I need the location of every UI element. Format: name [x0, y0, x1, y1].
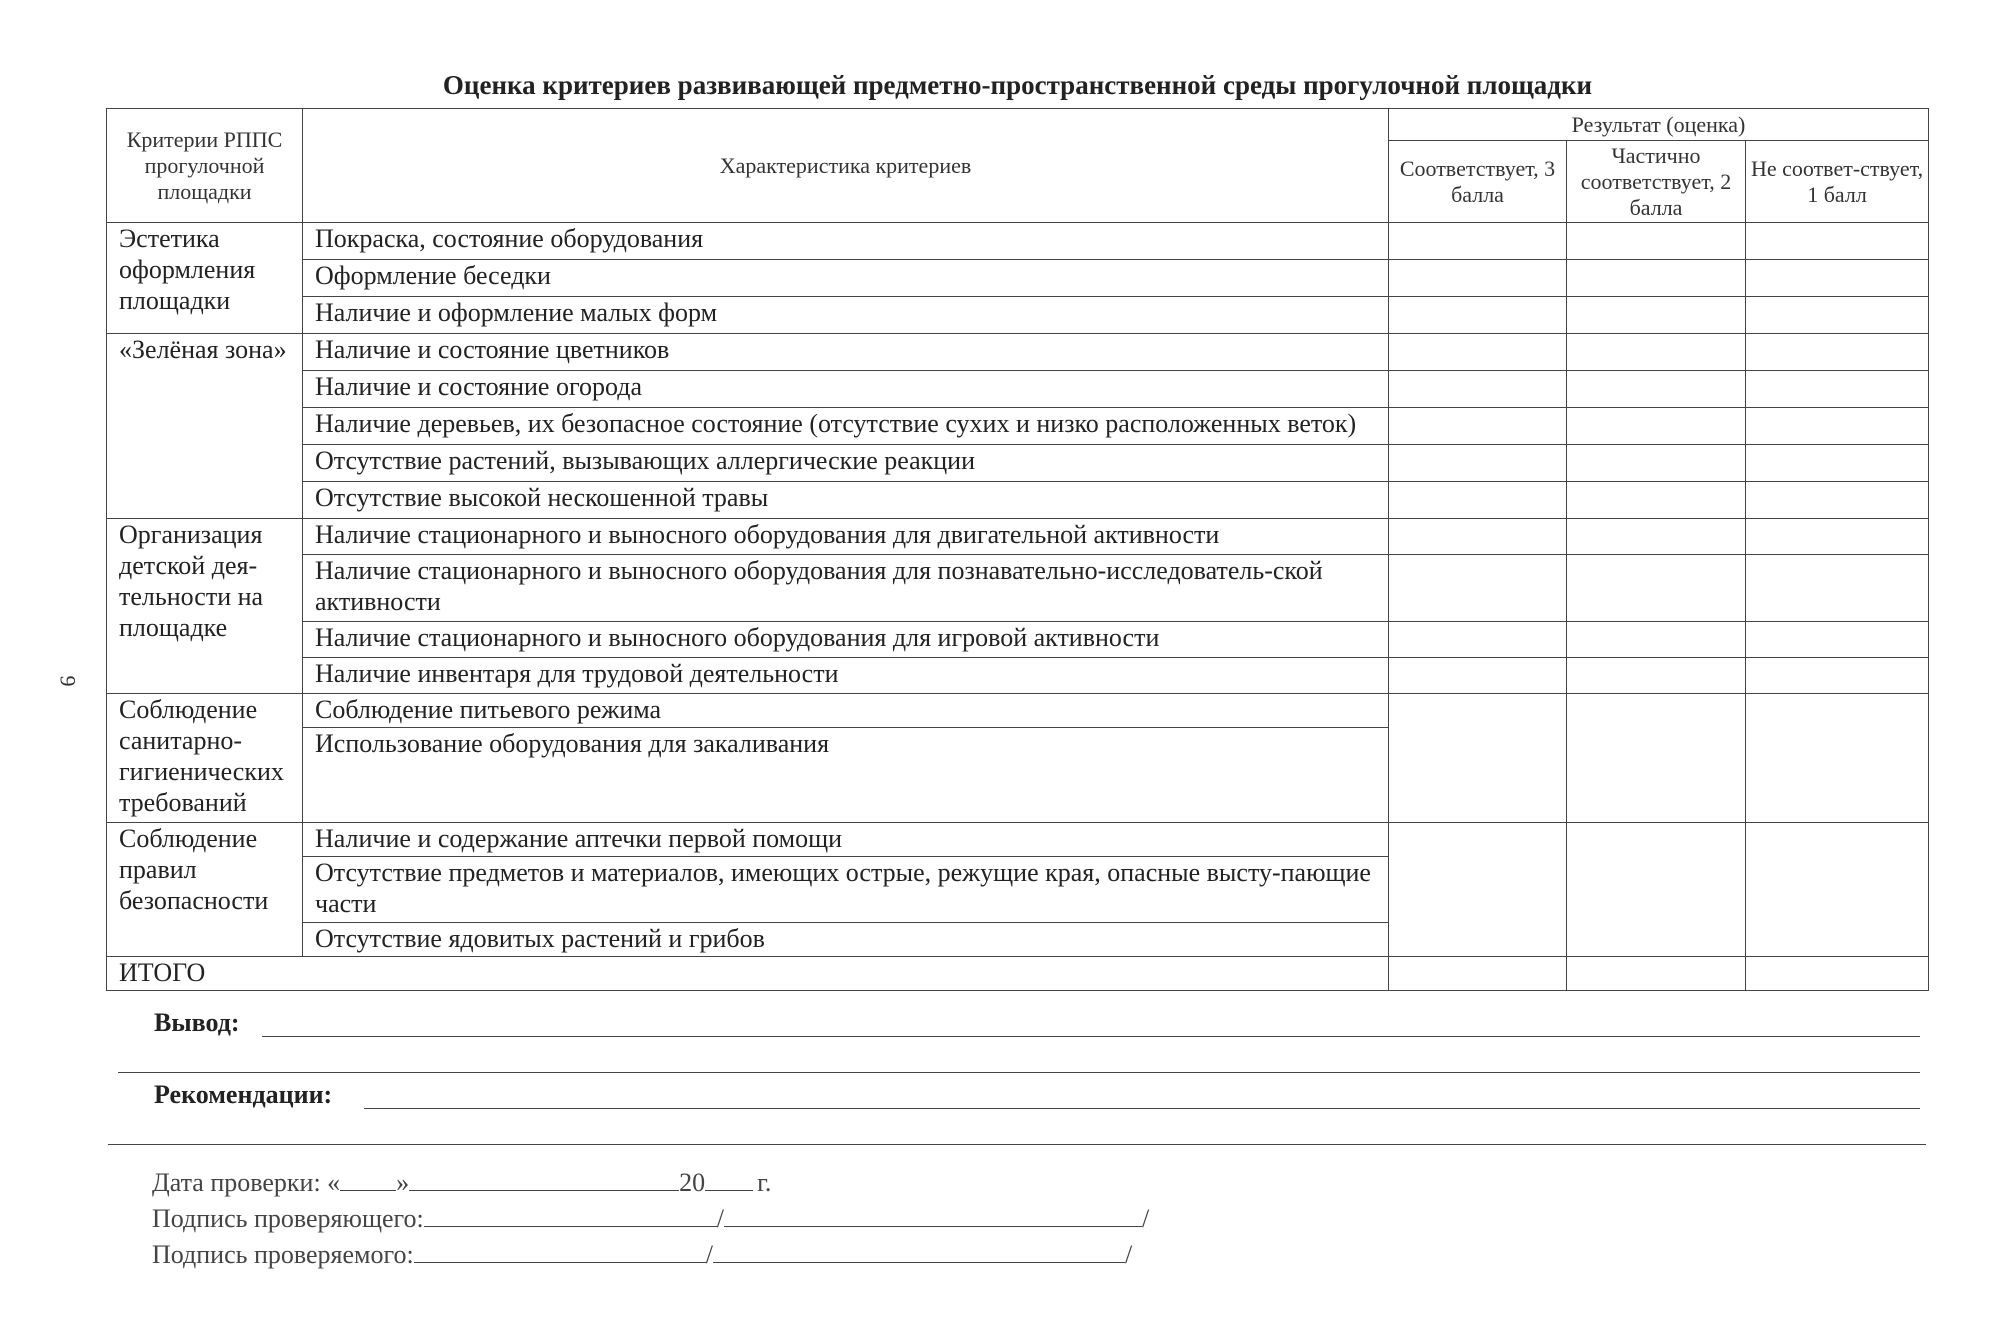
criterion-item: Отсутствие предметов и материалов, имеющих острые, режущие края, опасные высту-пающие части — [303, 857, 1389, 923]
category-cell: Эстетика оформления площадки — [107, 223, 303, 334]
date-quote-close: » — [396, 1168, 410, 1197]
score-cell-none[interactable] — [1746, 694, 1929, 823]
slash-2: / — [1141, 1204, 1150, 1233]
score-cell-partial[interactable] — [1567, 334, 1746, 371]
criterion-item: Отсутствие растений, вызывающих аллергические реакции — [303, 445, 1389, 482]
score-cell-none[interactable] — [1746, 371, 1929, 408]
score-cell-none[interactable] — [1746, 823, 1929, 957]
score-cell-partial[interactable] — [1567, 297, 1746, 334]
category-cell: Организация детской дея-тельности на площадке — [107, 519, 303, 694]
criterion-item: Соблюдение питьевого режима — [303, 694, 1389, 728]
score-cell-full[interactable] — [1389, 555, 1567, 622]
total-label: ИТОГО — [107, 957, 1389, 991]
score-cell-full[interactable] — [1389, 445, 1567, 482]
header-characteristic: Характеристика критериев — [303, 109, 1389, 223]
page-title: Оценка критериев развивающей предметно-пространственной среды прогулочной площадки — [442, 70, 1593, 100]
inspected-signature-row — [152, 1238, 1132, 1270]
score-cell-none[interactable] — [1746, 408, 1929, 445]
criterion-item: Наличие и состояние огорода — [303, 371, 1389, 408]
score-cell-full[interactable] — [1389, 482, 1567, 519]
date-suffix: г. — [757, 1168, 772, 1197]
score-cell-none[interactable] — [1746, 223, 1929, 260]
header-partial: Частично соответствует, 2 балла — [1567, 141, 1746, 223]
score-cell-none[interactable] — [1746, 555, 1929, 622]
date-year-field[interactable] — [705, 1166, 753, 1191]
score-cell-full[interactable] — [1389, 223, 1567, 260]
score-cell-partial[interactable] — [1567, 694, 1746, 823]
category-cell: Соблюдение санитарно-гигиенических требований — [107, 694, 303, 823]
category-cell: Соблюдение правил безопасности — [107, 823, 303, 957]
score-cell-partial[interactable] — [1567, 658, 1746, 694]
inspected-signature-field[interactable] — [414, 1238, 706, 1263]
score-cell-full[interactable] — [1389, 334, 1567, 371]
inspector-signature-field[interactable] — [424, 1202, 717, 1227]
recommendations-line-1[interactable] — [364, 1080, 1920, 1109]
page-number: 9 — [55, 675, 81, 687]
score-cell-full[interactable] — [1389, 408, 1567, 445]
score-cell-none[interactable] — [1746, 445, 1929, 482]
score-cell-full[interactable] — [1389, 694, 1567, 823]
date-label: Дата проверки: « — [152, 1168, 341, 1197]
score-cell-partial[interactable] — [1567, 482, 1746, 519]
score-cell-full[interactable] — [1389, 823, 1567, 957]
score-cell-partial[interactable] — [1567, 223, 1746, 260]
criterion-item: Наличие стационарного и выносного оборудования для игровой активности — [303, 622, 1389, 658]
criterion-item: Наличие инвентаря для трудовой деятельности — [303, 658, 1389, 694]
inspected-name-field[interactable] — [713, 1238, 1125, 1263]
header-result: Результат (оценка) — [1389, 109, 1929, 141]
date-year-prefix: 20 — [679, 1168, 706, 1197]
conclusion-label: Вывод: — [154, 1008, 240, 1037]
inspector-signature-row — [152, 1202, 1149, 1234]
criterion-item: Наличие стационарного и выносного оборудования для двигательной активности — [303, 519, 1389, 555]
score-cell-partial[interactable] — [1567, 260, 1746, 297]
score-cell-full[interactable] — [1389, 297, 1567, 334]
criterion-item: Использование оборудования для закаливания — [303, 728, 1389, 823]
total-cell-full[interactable] — [1389, 957, 1567, 991]
score-cell-partial[interactable] — [1567, 519, 1746, 555]
inspector-name-field[interactable] — [724, 1202, 1142, 1227]
score-cell-partial[interactable] — [1567, 371, 1746, 408]
score-cell-partial[interactable] — [1567, 555, 1746, 622]
conclusion-line-2[interactable] — [118, 1042, 1920, 1073]
slash-4: / — [1125, 1240, 1133, 1269]
criterion-item: Отсутствие ядовитых растений и грибов — [303, 923, 1389, 957]
criterion-item: Наличие и состояние цветников — [303, 334, 1389, 371]
total-cell-none[interactable] — [1746, 957, 1929, 991]
header-criteria: Критерии РППС прогулочной площадки — [107, 109, 303, 223]
inspected-label: Подпись проверяемого: — [152, 1240, 414, 1269]
score-cell-partial[interactable] — [1567, 622, 1746, 658]
score-cell-full[interactable] — [1389, 371, 1567, 408]
slash-3: / — [705, 1240, 713, 1269]
score-cell-none[interactable] — [1746, 482, 1929, 519]
score-cell-full[interactable] — [1389, 658, 1567, 694]
date-month-field[interactable] — [409, 1166, 679, 1191]
category-cell: «Зелёная зона» — [107, 334, 303, 519]
score-cell-full[interactable] — [1389, 519, 1567, 555]
score-cell-none[interactable] — [1746, 622, 1929, 658]
score-cell-full[interactable] — [1389, 260, 1567, 297]
criterion-item: Отсутствие высокой нескошенной травы — [303, 482, 1389, 519]
header-none: Не соответ-ствует, 1 балл — [1746, 141, 1929, 223]
score-cell-full[interactable] — [1389, 622, 1567, 658]
criterion-item: Наличие стационарного и выносного оборудования для познавательно-исследователь-ской активности — [303, 555, 1389, 622]
score-cell-none[interactable] — [1746, 334, 1929, 371]
criterion-item: Наличие и содержание аптечки первой помощи — [303, 823, 1389, 857]
score-cell-partial[interactable] — [1567, 823, 1746, 957]
criterion-item: Наличие деревьев, их безопасное состояние (отсутствие сухих и низко расположенных веток) — [303, 408, 1389, 445]
evaluation-table — [106, 108, 1929, 991]
score-cell-none[interactable] — [1746, 658, 1929, 694]
slash-1: / — [716, 1204, 724, 1233]
inspector-label: Подпись проверяющего: — [152, 1204, 424, 1233]
score-cell-partial[interactable] — [1567, 408, 1746, 445]
criterion-item: Наличие и оформление малых форм — [303, 297, 1389, 334]
score-cell-none[interactable] — [1746, 260, 1929, 297]
conclusion-line-1[interactable] — [262, 1008, 1920, 1037]
date-day-field[interactable] — [340, 1166, 396, 1191]
criterion-item: Покраска, состояние оборудования — [303, 223, 1389, 260]
recommendations-line-2[interactable] — [108, 1114, 1926, 1145]
date-row — [152, 1166, 771, 1198]
total-cell-partial[interactable] — [1567, 957, 1746, 991]
header-full: Соответствует, 3 балла — [1389, 141, 1567, 223]
score-cell-none[interactable] — [1746, 297, 1929, 334]
criterion-item: Оформление беседки — [303, 260, 1389, 297]
recommendations-label: Рекомендации: — [154, 1080, 333, 1109]
score-cell-none[interactable] — [1746, 519, 1929, 555]
score-cell-partial[interactable] — [1567, 445, 1746, 482]
